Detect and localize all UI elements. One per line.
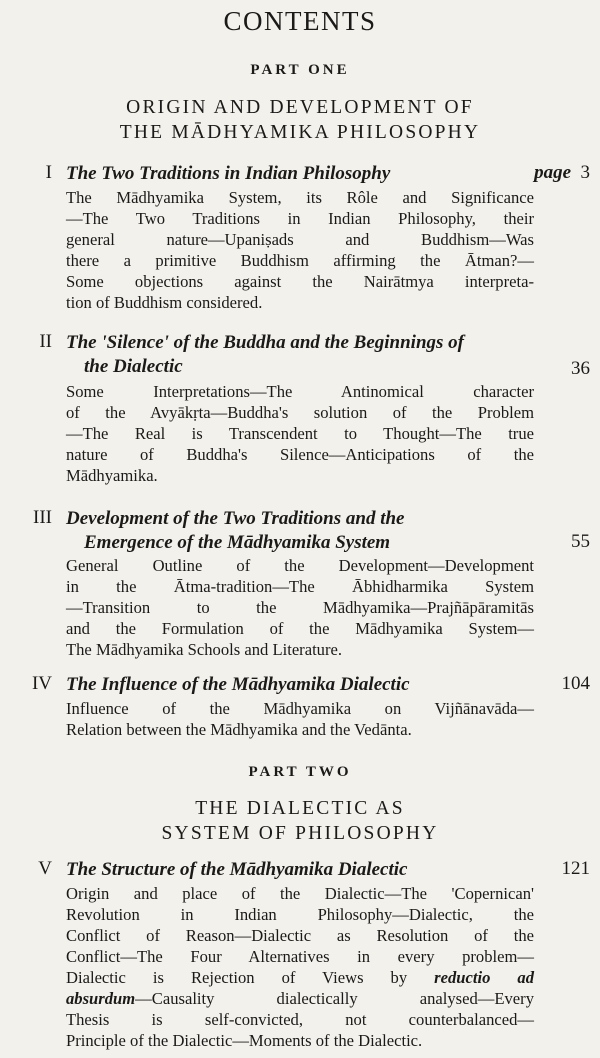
- chapter-number: V: [38, 858, 52, 879]
- chapter-title: The Structure of the Mādhyamika Dialectic: [66, 859, 408, 880]
- chapter-page: page 3: [534, 162, 590, 183]
- line-with-italic: absurdum—Causality dialectically analysed—Every: [66, 989, 534, 1008]
- chapter-description: Origin and place of the Dialectic—The 'Copernican' Revolution in Indian Philosophy—Dialectic, the Conflict of Reason—Dialectic as Resolution of the Conflict—The Four Alternatives in every problem— Dialectic is Rejection of Views by reductio ad absurdum—Causality dialectically analysed—Every Thesis is self-convicted, not counterbalanced— Principle of the Dialectic—Moments of the Dialectic.: [66, 884, 534, 1050]
- chapter-number: IV: [31, 673, 52, 694]
- line-with-italic: Dialectic is Rejection of Views by reductio ad: [66, 968, 534, 987]
- chapter-number: III: [33, 507, 52, 528]
- chapter-page: 36: [571, 358, 590, 379]
- chapter-title: Development of the Two Traditions and the Emergence of the Mādhyamika System: [66, 508, 405, 553]
- chapter-description: The Mādhyamika System, its Rôle and Significance —The Two Traditions in Indian Philosophy, their general nature—Upaniṣads and Buddhism—Was there a primitive Buddhism affirming the Ātman?— Some objections against the Nairātmya interpreta- tion of Buddhism considered.: [66, 188, 534, 312]
- chapter-description: Influence of the Mādhyamika on Vijñānavāda— Relation between the Mādhyamika and the Vedānta.: [66, 699, 534, 739]
- contents-heading: CONTENTS: [223, 6, 377, 36]
- chapter-number: I: [45, 162, 52, 183]
- chapter-page: 121: [561, 858, 590, 879]
- chapter-number: II: [39, 331, 52, 352]
- chapter-title: The Two Traditions in Indian Philosophy: [66, 163, 391, 184]
- chapter-title: The Influence of the Mādhyamika Dialectic: [66, 674, 410, 695]
- part-two-title: THE DIALECTIC AS SYSTEM OF PHILOSOPHY: [161, 798, 439, 844]
- part-two-label: PART TWO: [248, 764, 352, 780]
- chapter-title: The 'Silence' of the Buddha and the Beginnings of the Dialectic: [66, 332, 464, 377]
- chapter-page: 55: [571, 531, 590, 552]
- part-one-label: PART ONE: [250, 62, 350, 78]
- part-one-title: ORIGIN AND DEVELOPMENT OF THE MĀDHYAMIKA PHILOSOPHY: [119, 97, 481, 143]
- chapter-page: 104: [561, 673, 590, 694]
- chapter-description: General Outline of the Development—Development in the Ātma-tradition—The Ābhidharmika System —Transition to the Mādhyamika—Prajñāpāramitās and the Formulation of the Mādhyamika System— The Mādhyamika Schools and Literature.: [66, 556, 534, 659]
- chapter-description: Some Interpretations—The Antinomical character of the Avyākṛta—Buddha's solution of the Problem —The Real is Transcendent to Thought—The true nature of Buddha's Silence—Anticipations of the Mādhyamika.: [66, 382, 534, 485]
